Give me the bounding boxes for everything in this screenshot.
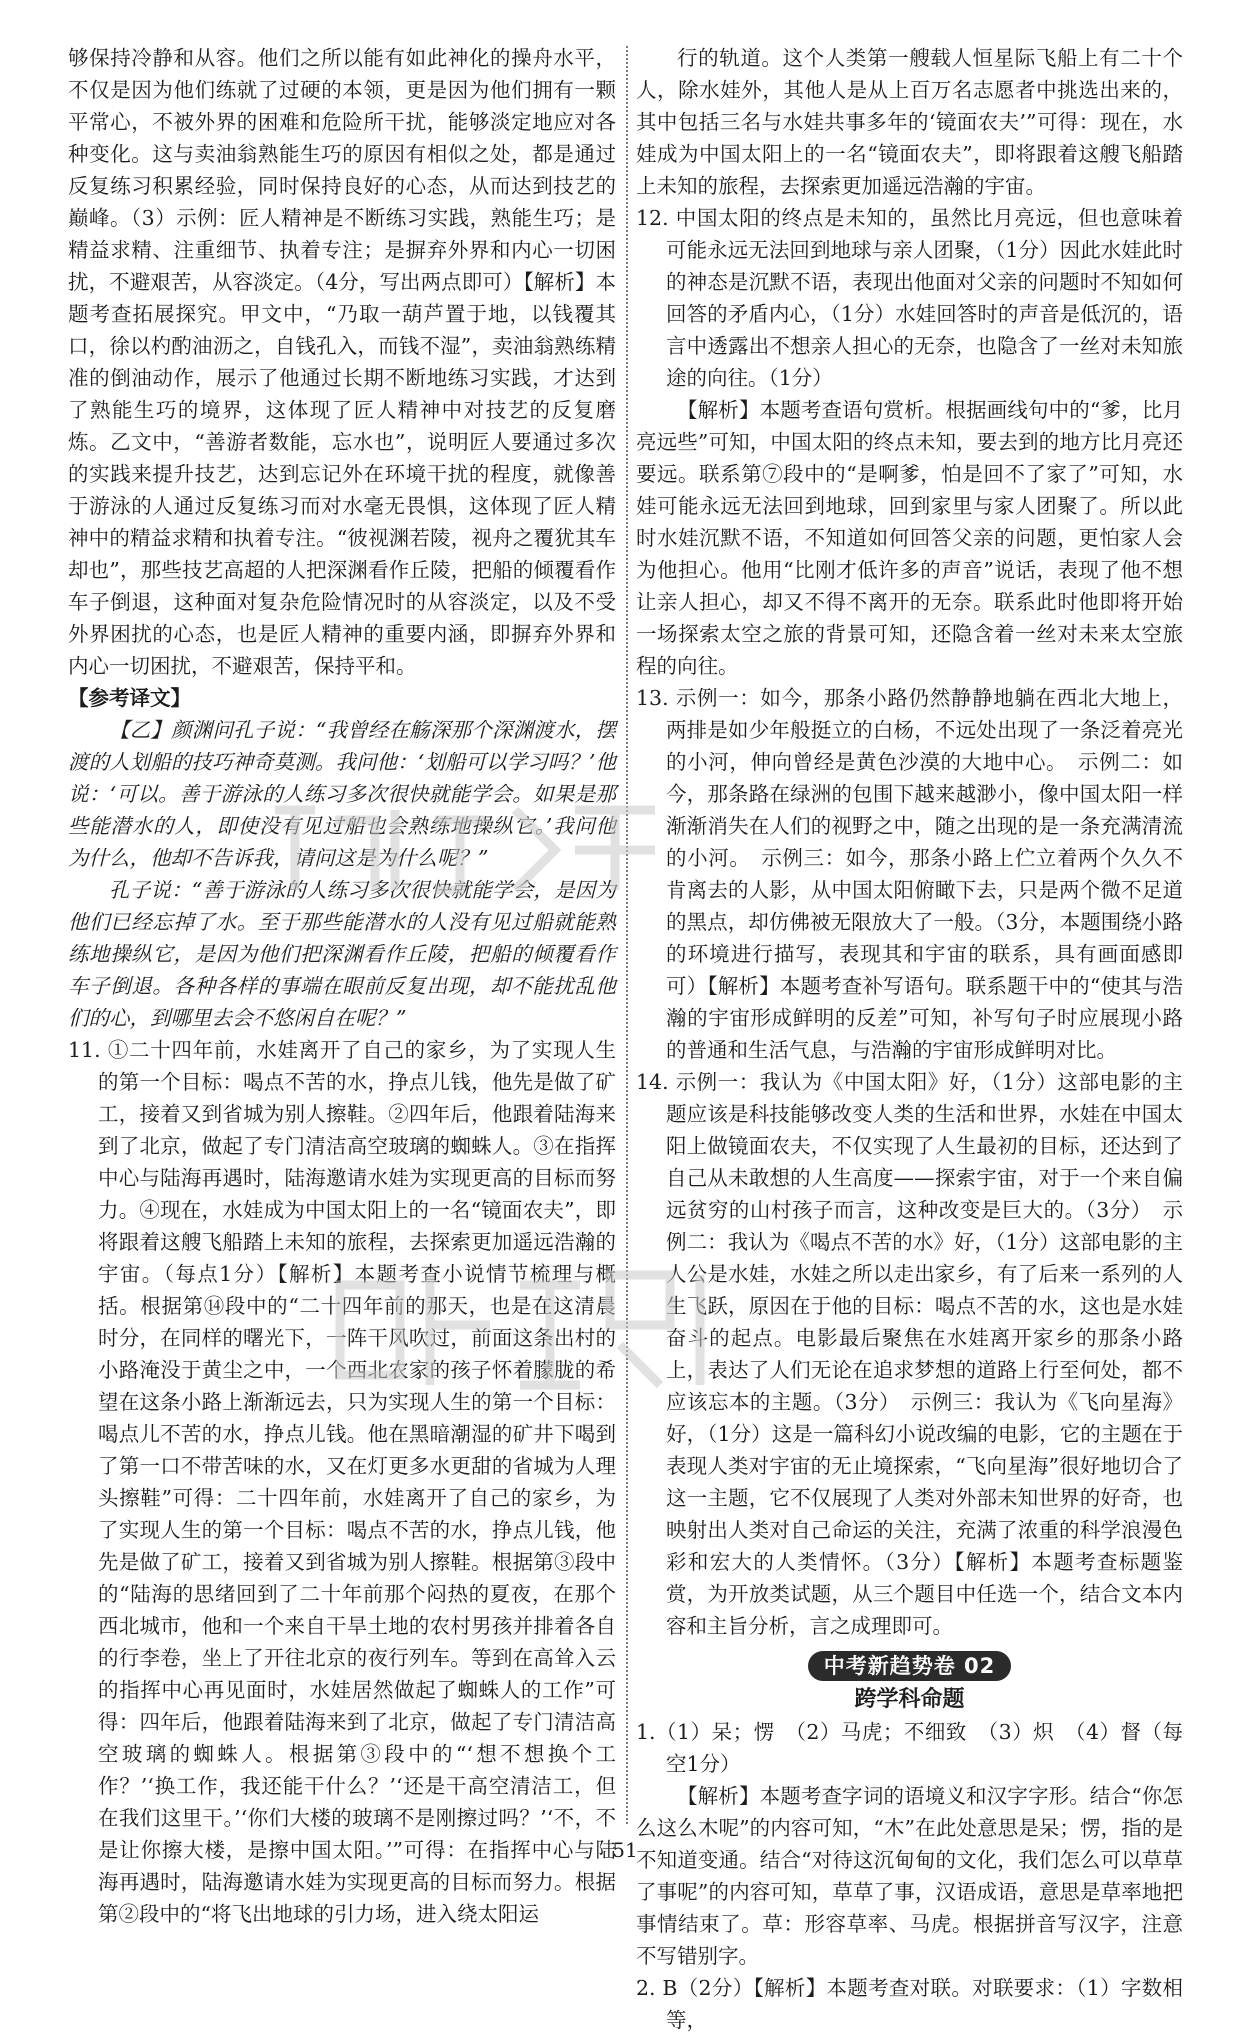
answer-12: 12. 中国太阳的终点是未知的，虽然比月亮远，但也意味着可能永远无法回到地球与亲人团聚，（1分）因此水娃此时的神态是沉默不语，表现出他面对父亲的问题时不知如何回答的矛盾内心，（1分）水娃回答时的声音是低沉的，语言中透露出不想亲人担心的无奈，也隐含了一丝对未知旅途的向往。（1分） bbox=[636, 206, 1183, 390]
section-badge: 中考新趋势卷 02 bbox=[808, 1651, 1012, 1681]
left-paragraph-continued: 够保持冷静和从容。他们之所以能有如此神化的操舟水平，不仅是因为他们练就了过硬的本领，更是因为他们拥有一颗平常心，不被外界的困难和危险所干扰，能够淡定地应对各种变化。这与卖油翁熟能生巧的原因有相似之处，都是通过反复练习积累经验，同时保持良好的心态，从而达到技艺的巅峰。（3）示例：匠人精神是不断练习实践，熟能生巧；是精益求精、注重细节、执着专注；是摒弃外界和内心一切困扰，不避艰苦，从容淡定。（4分，写出两点即可）【解析】本题考查拓展探究。甲文中，“乃取一葫芦置于地，以钱覆其口，徐以杓酌油沥之，自钱孔入，而钱不湿”，卖油翁熟练精准的倒油动作，展示了他通过长期不断地练习实践，才达到了熟能生巧的境界，这体现了匠人精神中对技艺的反复磨炼。乙文中，“善游者数能，忘水也”，说明匠人要通过多次的实践来提升技艺，达到忘记外在环境干扰的程度，就像善于游泳的人通过反复练习而对水毫无畏惧，这体现了匠人精神中的精益求精和执着专注。“彼视渊若陵，视舟之覆犹其车却也”，那些技艺高超的人把深渊看作丘陵，把船的倾覆看作车子倒退，这种面对复杂危险情况时的从容淡定，以及不受外界困扰的心态，也是匠人精神的重要内涵，即摒弃外界和内心一切困扰，不避艰苦，保持平和。 bbox=[68, 46, 616, 678]
translation-paragraph-1: 【乙】颜渊问孔子说：“我曾经在觞深那个深渊渡水，摆渡的人划船的技巧神奇莫测。我问他：‘划船可以学习吗？’他说：‘可以。善于游泳的人练习多次很快就能学会。如果是那些能潜水的人，即使没有见过船也会熟练地操纵它。’我问他为什么，他却不告诉我，请问这是为什么呢？” bbox=[68, 718, 616, 870]
right-paragraph-continued: 行的轨道。这个人类第一艘载人恒星际飞船上有二十个人，除水娃外，其他人是从上百万名志愿者中挑选出来的，其中包括三名与水娃共事多年的‘镜面农夫’”可得：现在，水娃成为中国太阳上的一名“镜面农夫”，即将跟着这艘飞船踏上未知的旅程，去探索更加遥远浩瀚的宇宙。 bbox=[636, 46, 1183, 198]
left-column bbox=[68, 42, 616, 1930]
page-number: 51 bbox=[612, 1838, 638, 1862]
answer-14: 14. 示例一：我认为《中国太阳》好，（1分）这部电影的主题应该是科技能够改变人类的生活和世界，水娃在中国太阳上做镜面农夫，不仅实现了人生最初的目标，还达到了自己从未敢想的人生高度——探索宇宙，对于一个来自偏远贫穷的山村孩子而言，这种改变是巨大的。（3分） 示例二：我认为《喝点不苦的水》好，（1分）这部电影的主人公是水娃，水娃之所以走出家乡，有了后来一系列的人生飞跃，原因在于他的目标：喝点不苦的水，这也是水娃奋斗的起点。电影最后聚焦在水娃离开家乡的那条小路上，表达了人们无论在追求梦想的道路上行至何处，都不应该忘本的主题。（3分） 示例三：我认为《飞向星海》好，（1分）这是一篇科幻小说改编的电影，它的主题在于表现人类对宇宙的无止境探索，“飞向星海”很好地切合了这一主题，它不仅展现了人类对外部未知世界的好奇，也映射出人类对自己命运的关注，充满了浓重的科学浪漫色彩和宏大的人类情怀。（3分）【解析】本题考查标题鉴赏，为开放类试题，从三个题目中任选一个，结合文本内容和主旨分析，言之成理即可。 bbox=[636, 1070, 1183, 1638]
answer-13: 13. 示例一：如今，那条小路仍然静静地躺在西北大地上，两排是如少年般挺立的白杨，不远处出现了一条泛着亮光的小河，伸向曾经是黄色沙漠的大地中心。 示例二：如今，那条路在绿洲的包围下越来越渺小，像中国太阳一样渐渐消失在人们的视野之中，随之出现的是一条充满清流的小河。 示例三：如今，那条小路上伫立着两个久久不肯离去的人影，从中国太阳俯瞰下去，只是两个微不足道的黑点，却仿佛被无限放大了一般。（3分，本题围绕小路的环境进行描写，表现其和宇宙的联系，具有画面感即可）【解析】本题考查补写语句。联系题干中的“使其与浩瀚的宇宙形成鲜明的反差”可知，补写句子时应展现小路的普通和生活气息，与浩瀚的宇宙形成鲜明对比。 bbox=[636, 686, 1183, 1062]
section-subtitle: 跨学科命题 bbox=[854, 1687, 965, 1712]
translation-paragraph-2: 孔子说：“善于游泳的人练习多次很快就能学会，是因为他们已经忘掉了水。至于那些能潜水的人没有见过船就能熟练地操纵它，是因为他们把深渊看作丘陵，把船的倾覆看作车子倒退。各种各样的事端在眼前反复出现，却不能扰乱他们的心，到哪里去会不悠闲自在呢？” bbox=[68, 878, 616, 1030]
answer-11: 11. ①二十四年前，水娃离开了自己的家乡，为了实现人生的第一个目标：喝点不苦的水，挣点儿钱，他先是做了矿工，接着又到省城为别人擦鞋。②四年后，他跟着陆海来到了北京，做起了专门清洁高空玻璃的蜘蛛人。③在指挥中心与陆海再遇时，陆海邀请水娃为实现更高的目标而努力。④现在，水娃成为中国太阳上的一名“镜面农夫”，即将跟着这艘飞船踏上未知的旅程，去探索更加遥远浩瀚的宇宙。（每点1分）【解析】本题考查小说情节梳理与概括。根据第⑭段中的“二十四年前的那天，也是在这清晨时分，在同样的曙光下，一阵干风吹过，前面这条出村的小路淹没于黄尘之中，一个西北农家的孩子怀着朦胧的希望在这条小路上渐渐远去，只为实现人生的第一个目标：喝点儿不苦的水，挣点儿钱。他在黑暗潮湿的矿井下喝到了第一口不带苦味的水，又在灯更多水更甜的省城为人理头擦鞋”可得：二十四年前，水娃离开了自己的家乡，为了实现人生的第一个目标：喝点不苦的水，挣点儿钱，他先是做了矿工，接着又到省城为别人擦鞋。根据第③段中的“陆海的思绪回到了二十年前那个闷热的夏夜，在那个西北城市，他和一个来自干旱土地的农村男孩并排着各自的行李卷，坐上了开往北京的夜行列车。等到在高耸入云的指挥中心再见面时，水娃居然做起了蜘蛛人的工作”可得：四年后，他跟着陆海来到了北京，做起了专门清洁高空玻璃的蜘蛛人。根据第③段中的“‘想不想换个工作？’‘换工作，我还能干什么？’‘还是干高空清洁工，但在我们这里干。’‘你们大楼的玻璃不是刚擦过吗？’‘不，不是让你擦大楼，是擦中国太阳。’”可得：在指挥中心与陆海再遇时，陆海邀请水娃为实现更高的目标而努力。根据第②段中的“将飞出地球的引力场，进入绕太阳运 bbox=[68, 1038, 616, 1926]
answer-1: 1.（1）呆；愣 （2）马虎；不细致 （3）炽 （4）督（每空1分） bbox=[636, 1720, 1183, 1776]
section-badge-wrap bbox=[636, 1650, 1183, 1682]
column-divider bbox=[626, 46, 628, 1824]
answer-1-analysis: 【解析】本题考查字词的语境义和汉字字形。结合“你怎么这么木呢”的内容可知，“木”在此处意思是呆；愣，指的是不知道变通。结合“对待这沉甸甸的文化，我们怎么可以草草了事呢”的内容可知，草草了事，汉语成语，意思是草率地把事情结束了。草：形容草率、马虎。根据拼音写汉字，注意不写错别字。 bbox=[636, 1784, 1183, 1968]
answer-2: 2. B（2分）【解析】本题考查对联。对联要求：（1）字数相等， bbox=[636, 1976, 1183, 2032]
reference-translation-heading: 【参考译文】 bbox=[68, 686, 191, 710]
right-column bbox=[636, 42, 1183, 2036]
answer-12-analysis: 【解析】本题考查语句赏析。根据画线句中的“爹，比月亮远些”可知，中国太阳的终点未知，要去到的地方比月亮还要远。联系第⑦段中的“是啊爹，怕是回不了家了”可知，水娃可能永远无法回到地球，回到家里与家人团聚了。所以此时水娃沉默不语，不知道如何回答父亲的问题，更怕家人会为他担心。他用“比刚才低许多的声音”说话，表现了他不想让亲人担心，却又不得不离开的无奈。联系此时他即将开始一场探索太空之旅的背景可知，还隐含着一丝对未来太空旅程的向往。 bbox=[636, 398, 1183, 678]
